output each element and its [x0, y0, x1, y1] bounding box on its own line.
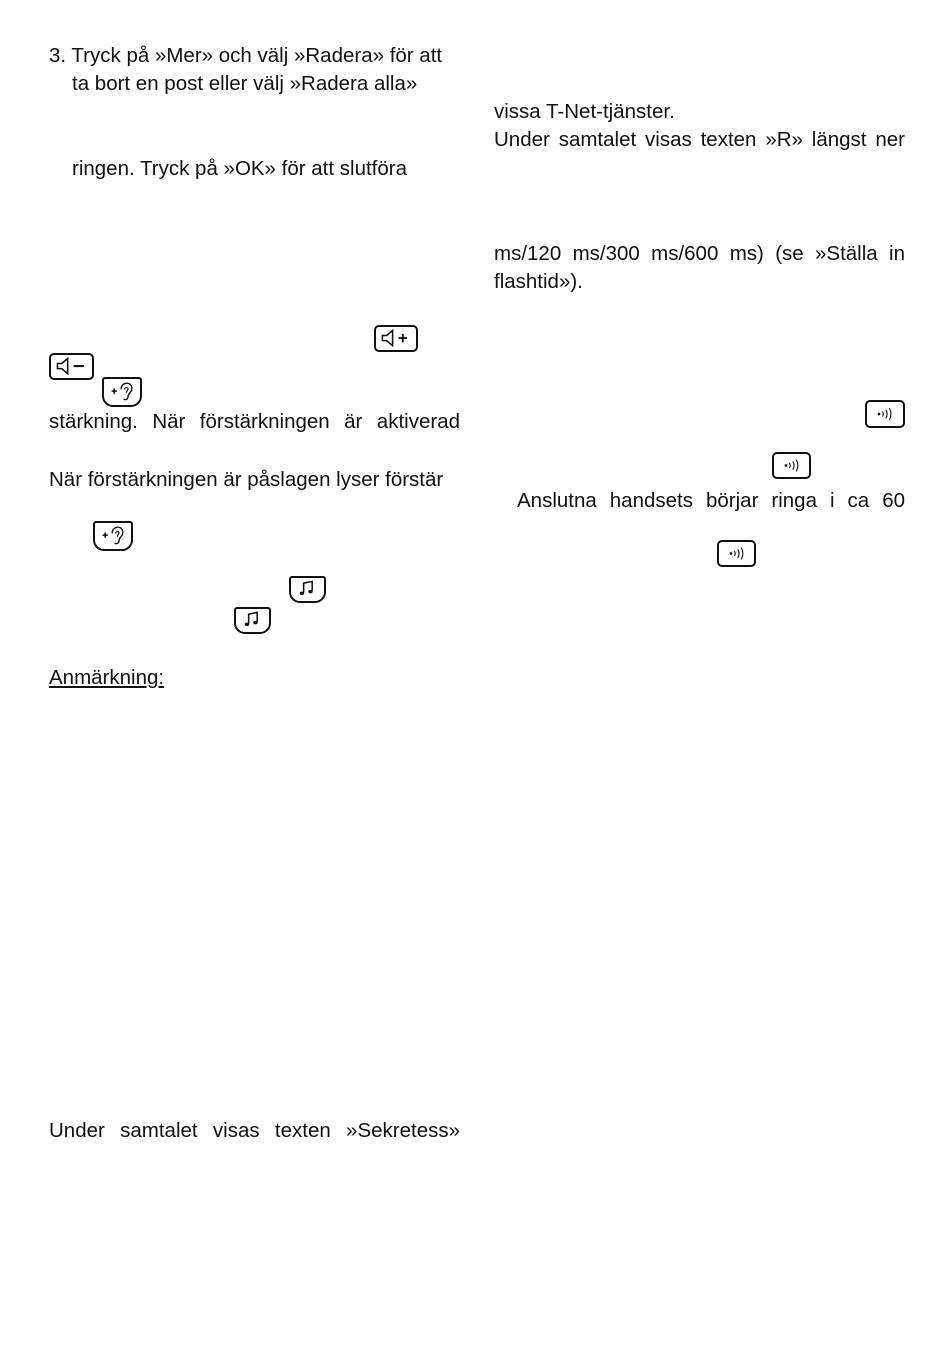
flash-line-2: flashtid»).: [494, 270, 583, 293]
volume-down-icon: [49, 353, 94, 380]
tnet-line: vissa T-Net-tjänster.: [494, 100, 675, 123]
ear-amplify-icon: [102, 377, 142, 407]
note-heading: Anmärkning:: [49, 666, 165, 689]
step3-line-2: ta bort en post eller välj »Radera alla»: [72, 72, 418, 95]
step3-line-1: 3. Tryck på »Mer» och välj »Radera» för att: [49, 44, 443, 67]
paging-icon: [865, 400, 905, 428]
volume-up-icon: [374, 325, 418, 352]
r-line: Under samtalet visas texten »R» längst ner: [494, 128, 905, 151]
ear-amplify-icon: [93, 521, 133, 551]
music-note-icon: [234, 607, 271, 634]
handsets-line: Anslutna handsets börjar ringa i ca 60: [517, 489, 905, 512]
paging-icon: [717, 540, 756, 567]
paging-icon: [772, 452, 811, 479]
flash-line-1: ms/120 ms/300 ms/600 ms) (se »Ställa in: [494, 242, 905, 265]
music-note-icon: [289, 576, 326, 603]
amp-line: stärkning. När förstärkningen är aktiverad: [49, 410, 460, 433]
amp-on-line: När förstärkningen är påslagen lyser förstär: [49, 468, 444, 491]
privacy-line: Under samtalet visas texten »Sekretess»: [49, 1119, 460, 1142]
ringen-line: ringen. Tryck på »OK» för att slutföra: [72, 157, 407, 180]
